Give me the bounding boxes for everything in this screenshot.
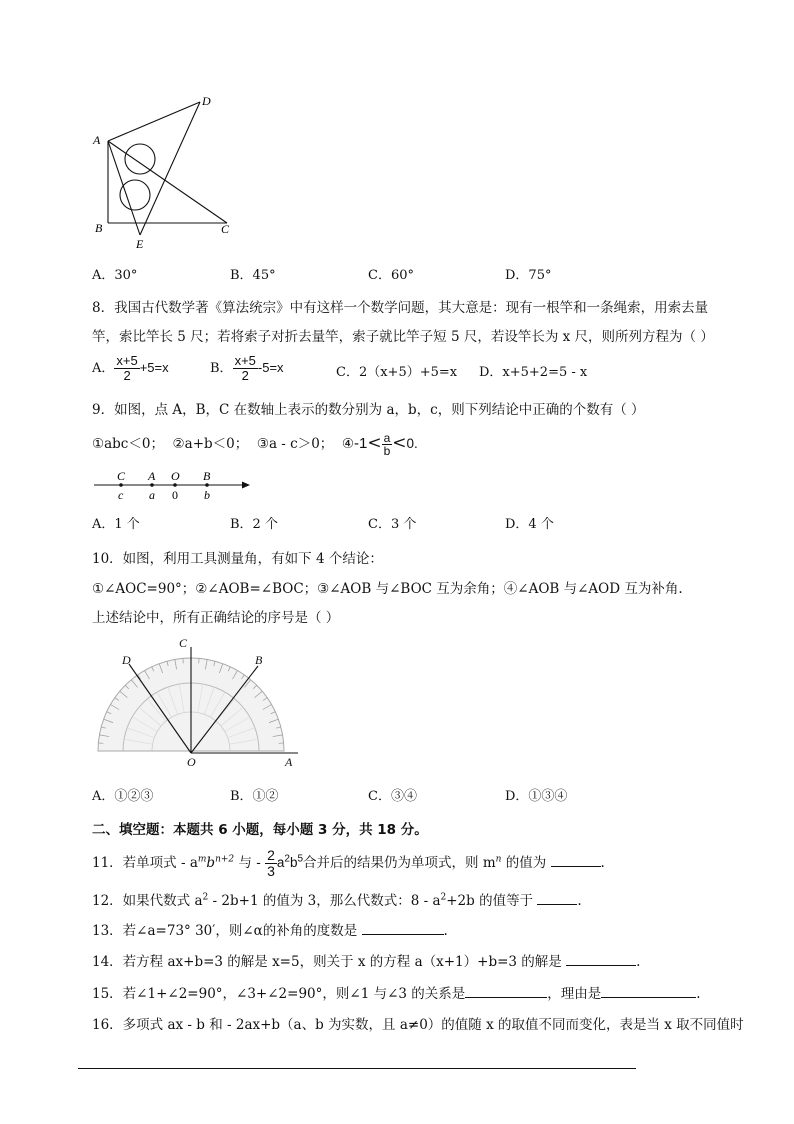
axis-label-o-top: O: [171, 469, 180, 483]
q10-line1: 10．如图，利用工具测量角，有如下 4 个结论：: [92, 551, 383, 567]
q9-option-a: A．1 个: [92, 517, 140, 532]
q10-option-c: C．③④: [368, 789, 417, 804]
q16: 16．多项式 ax - b 和 - 2ax+b（a、b 为实数，且 a≠0）的值随 x 的取值不同而变化，表是当 x 取不同值时: [92, 1017, 744, 1033]
q7-option-d: D．75°: [505, 268, 552, 283]
q8-a-fraction: $\frac{x+5}{2}$: [116, 353, 138, 383]
q8-option-a: A． $\frac{x+5}{2}$ +5=x: [92, 353, 169, 383]
q10-line3: 上述结论中，所有正确结论的序号是（ ）: [92, 610, 340, 626]
section-heading: 二、填空题：本题共 6 小题，每小题 3 分，共 18 分。: [92, 822, 428, 838]
q11: 11．若单项式 - $a^mb^{n+2}$ 与 - $\frac{2}{3}$ $a^2b^5$合并后的结果仍为单项式，则 $m^n$ 的值为 .: [92, 847, 605, 879]
vertex-o-label: O: [187, 755, 196, 768]
q14: 14．若方程 ax+b=3 的解是 x=5，则关于 x 的方程 a（x+1）+b=3 的解是 .: [92, 954, 641, 970]
q8-option-b: B． $\frac{x+5}{2}$ -5=x: [210, 353, 284, 383]
q9-conclusions: ①abc＜0； ②a+b＜0； ③a - c＞0； ④-1< $\frac{a}{b}$ <0.: [92, 431, 418, 458]
q8-line1: 8．我国古代数学著《算法统宗》中有这样一个数学问题，其大意是：现有一根竿和一条绳索，用索去量: [92, 300, 709, 316]
q7-figure: [85, 90, 245, 255]
q12: 12．如果代数式 $a^2 - 2b+1$ 的值为 3，那么代数式：$8 - a^2+2b$ 的值等于 .: [92, 892, 582, 909]
q11-answer-blank[interactable]: [551, 854, 601, 867]
q7-option-a: A．30°: [92, 268, 138, 283]
q7-option-b: B．45°: [230, 268, 276, 283]
q10-option-d: D．①③④: [505, 789, 568, 804]
axis-label-b-top: B: [203, 469, 211, 483]
point-e-label: E: [136, 237, 144, 251]
axis-label-a-top: A: [148, 469, 156, 483]
number-line: [90, 468, 260, 504]
point-b-label: B: [95, 221, 103, 235]
axis-label-c-bottom: c: [118, 488, 124, 502]
axis-label-o-bottom: 0: [172, 488, 178, 502]
q9-option-c: C．3 个: [368, 517, 417, 532]
point-d-label: D: [202, 94, 211, 108]
ray-d-label: D: [122, 653, 131, 667]
q8-option-d: D．x+5+2=5 - x: [479, 365, 588, 380]
q8-b-fraction: $\frac{x+5}{2}$: [234, 353, 256, 383]
q14-answer-blank[interactable]: [566, 953, 636, 966]
footer-divider: [78, 1068, 636, 1069]
q9-line1: 9．如图，点 A，B，C 在数轴上表示的数分别为 a，b，c，则下列结论中正确的个数有（ ）: [92, 402, 645, 418]
protractor-figure: [90, 633, 305, 768]
q15-reason-blank[interactable]: [601, 985, 696, 998]
ray-a-label: A: [285, 755, 293, 768]
ray-c-label: C: [179, 636, 188, 650]
ray-b-label: B: [255, 653, 263, 667]
q11-fraction: $\frac{2}{3}$: [267, 847, 275, 879]
q9-option-d: D．4 个: [505, 517, 554, 532]
axis-label-b-bottom: b: [204, 488, 210, 502]
q10-line2: ①∠AOC=90°；②∠AOB=∠BOC；③∠AOB 与∠BOC 互为余角；④∠AOB 与∠AOD 互为补角.: [92, 581, 683, 597]
q8-line2: 竿，索比竿长 5 尺；若将索子对折去量竿，索子就比竿子短 5 尺，若设竿长为 x 尺，则所列方程为（ ）: [92, 329, 714, 345]
q8-option-c: C．2（x+5）+5=x: [336, 365, 458, 380]
q13: 13．若∠a=73° 30′，则∠α的补角的度数是 .: [92, 923, 448, 939]
q9-option-b: B．2 个: [230, 517, 278, 532]
q15-relation-blank[interactable]: [465, 985, 547, 998]
q10-option-a: A．①②③: [92, 789, 154, 804]
q13-answer-blank[interactable]: [362, 922, 444, 935]
axis-label-c-top: C: [117, 469, 126, 483]
q15: 15．若∠1+∠2=90°，∠3+∠2=90°，则∠1 与∠3 的关系是 ，理由是 .: [92, 986, 701, 1002]
q7-option-c: C．60°: [368, 268, 414, 283]
point-a-label: A: [93, 133, 101, 147]
axis-label-a-bottom: a: [149, 488, 155, 502]
point-c-label: C: [221, 222, 230, 236]
q12-answer-blank[interactable]: [537, 892, 577, 905]
q10-option-b: B．①②: [230, 789, 279, 804]
